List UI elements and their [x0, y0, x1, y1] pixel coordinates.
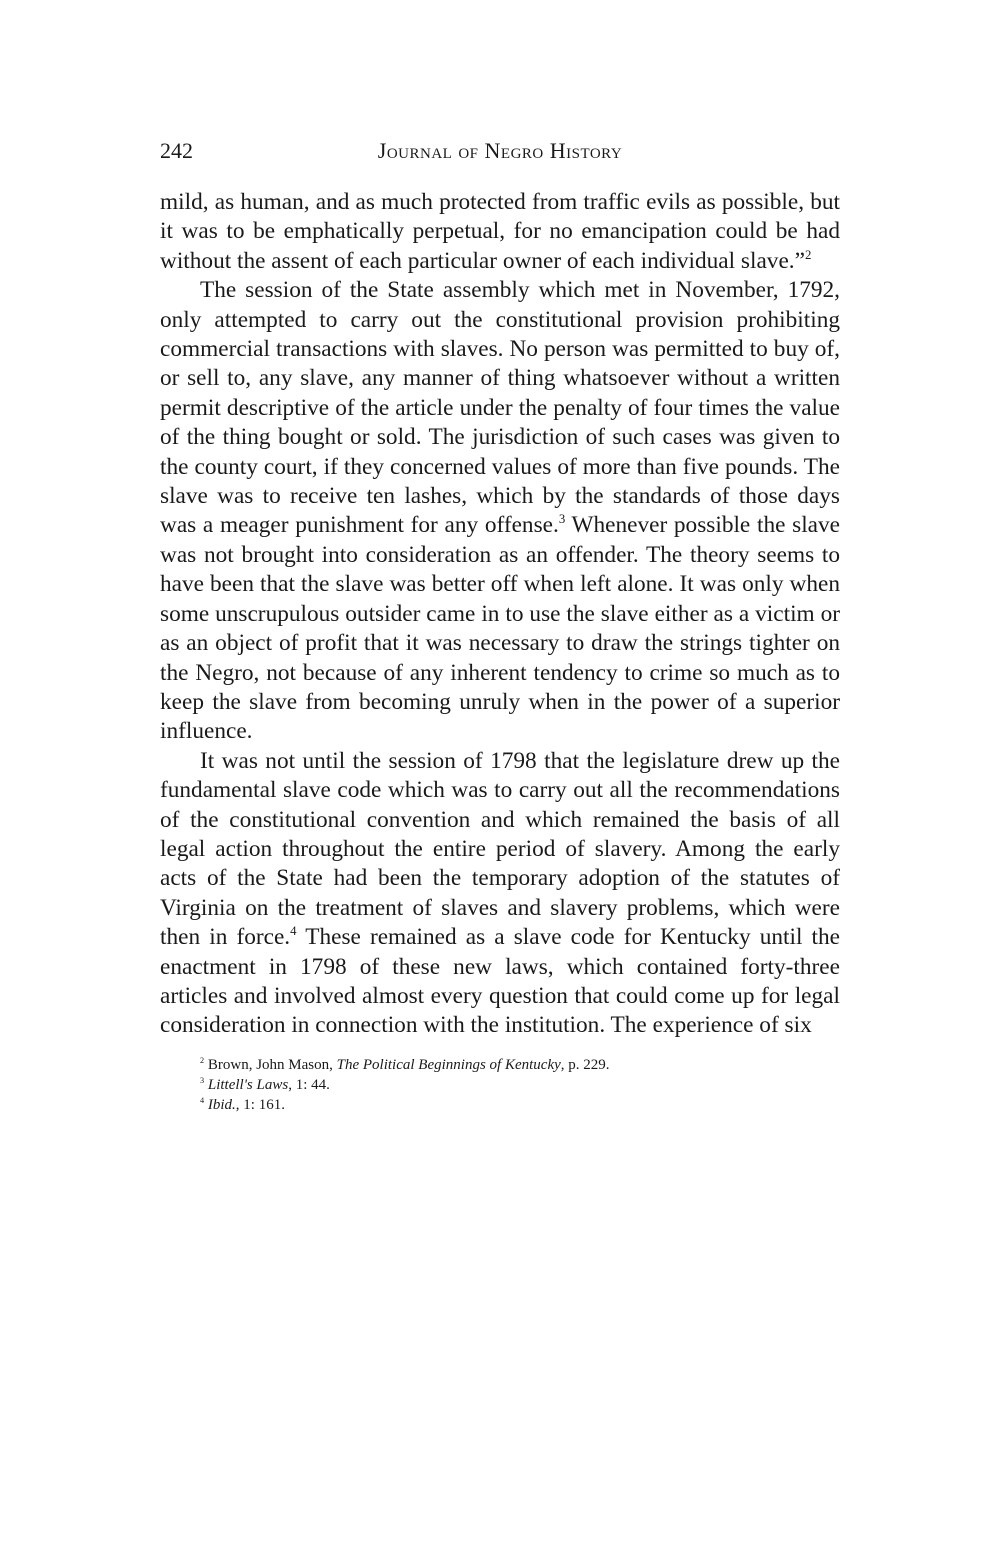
running-title: Journal of Negro History — [377, 138, 623, 163]
footnotes — [160, 1055, 840, 1115]
page-header — [160, 128, 840, 168]
citation-title: The Political Beginnings of Kentucky — [336, 1056, 561, 1073]
footnote-number: 4 — [200, 1096, 205, 1106]
footnote: $^3$ Littell's Laws, 1: 44. — [200, 1076, 330, 1093]
paragraph: The session of the State assembly which met in November, 1792, only attempted to carry out the constitutional provision prohibiting commercial transactions with slaves. No person was permitted to buy of, or sell to, any slave, any manner of thing whatsoever without a written permit descriptive of the article under the penalty of four times the value of the thing bought or sold. The jurisdiction of such cases was given to the county court, if they concerned values of more than five pounds. The slave was to receive ten lashes, which by the standards of those days was a meager punishment for any offense.$^3$ Whenever possible the slave was not brought into consideration as an offender. The theory seems to have been that the slave was better off when left alone. It was only when some unscrupulous outsider came in to use the slave either as a victim or as an object of profit that it was necessary to draw the strings tighter on the Negro, not because of any inherent tendency to crime so much as to keep the slave from becoming unruly when in the power of a superior influence. — [160, 277, 841, 745]
footnote-ref[interactable]: 2 — [804, 247, 812, 262]
citation-title: Littell's Laws — [207, 1076, 289, 1093]
citation-title: Ibid. — [207, 1096, 236, 1113]
page-number: 242 — [160, 138, 193, 163]
footnote-ref[interactable]: 4 — [290, 924, 297, 939]
document-page — [160, 128, 840, 1115]
body-text — [160, 188, 840, 1041]
footnote-number: 2 — [200, 1056, 205, 1066]
paragraph: mild, as human, and as much protected from traffic evils as possible, but it was to be emphatically perpetual, for no emancipation could be had without the assent of each particular owner of each individual slave.”$^2$ — [160, 189, 840, 274]
footnote-number: 3 — [200, 1076, 205, 1086]
footnote-ref[interactable]: 3 — [558, 512, 566, 527]
footnote: $^4$ Ibid., 1: 161. — [200, 1096, 285, 1113]
footnote: $^2$ Brown, John Mason, The Political Beginnings of Kentucky, p. 229. — [200, 1056, 610, 1073]
paragraph: It was not until the session of 1798 that the legislature drew up the fundamental slave code which was to carry out all the recommendations of the constitutional convention and which remained the basis of all legal action throughout the entire period of slavery. Among the early acts of the State had been the temporary adoption of the statutes of Virginia on the treatment of slaves and slavery problems, which were then in force.$^4$ These remained as a slave code for Kentucky until the enactment in 1798 of these new laws, which contained forty-three articles and involved almost every question that could come up for legal consideration in connection with the institution. The experience of six — [160, 747, 840, 1039]
